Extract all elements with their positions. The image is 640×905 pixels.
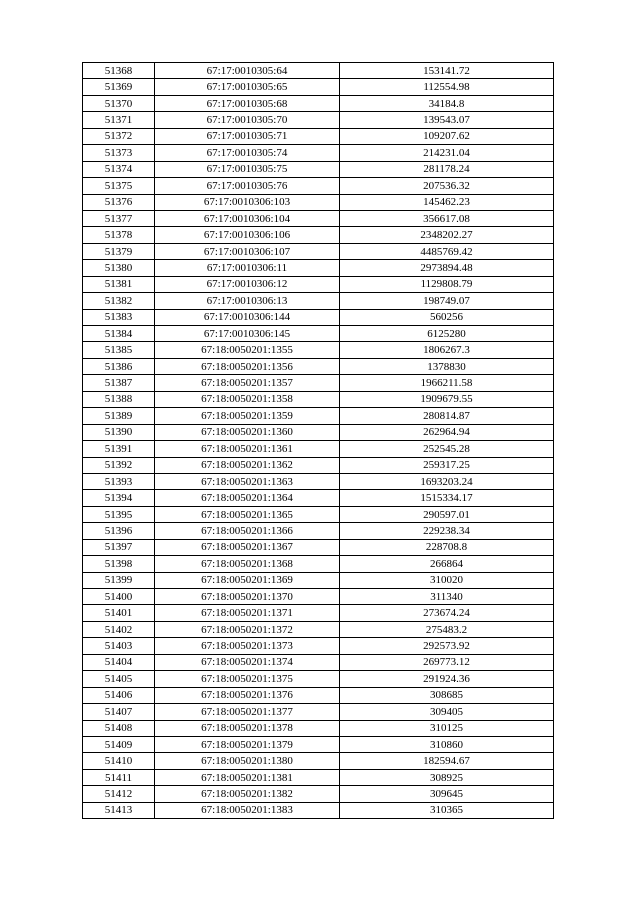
cadastral-number-cell: 67:18:0050201:1374: [155, 654, 340, 670]
row-number-cell: 51403: [83, 638, 155, 654]
table-row: [83, 358, 554, 374]
table-row: [83, 473, 554, 489]
cadastral-number-cell: 67:18:0050201:1377: [155, 704, 340, 720]
table-row: [83, 276, 554, 292]
table-row: [83, 769, 554, 785]
cadastral-value-cell: 259317.25: [340, 457, 554, 473]
cadastral-number-cell: 67:18:0050201:1378: [155, 720, 340, 736]
cadastral-number-cell: 67:17:0010306:144: [155, 309, 340, 325]
table-row: [83, 95, 554, 111]
row-number-cell: 51388: [83, 391, 155, 407]
table-row: [83, 621, 554, 637]
table-row: [83, 704, 554, 720]
cadastral-number-cell: 67:18:0050201:1361: [155, 441, 340, 457]
table-row: [83, 161, 554, 177]
cadastral-number-cell: 67:17:0010305:70: [155, 112, 340, 128]
cadastral-number-cell: 67:17:0010305:64: [155, 63, 340, 79]
row-number-cell: 51376: [83, 194, 155, 210]
cadastral-value-cell: 1806267.3: [340, 342, 554, 358]
cadastral-value-cell: 308685: [340, 687, 554, 703]
cadastral-value-cell: 280814.87: [340, 408, 554, 424]
cadastral-number-cell: 67:17:0010306:145: [155, 326, 340, 342]
cadastral-number-cell: 67:18:0050201:1380: [155, 753, 340, 769]
row-number-cell: 51411: [83, 769, 155, 785]
cadastral-value-cell: 2973894.48: [340, 260, 554, 276]
row-number-cell: 51396: [83, 523, 155, 539]
cadastral-number-cell: 67:18:0050201:1383: [155, 802, 340, 818]
cadastral-number-cell: 67:18:0050201:1376: [155, 687, 340, 703]
cadastral-value-cell: 275483.2: [340, 621, 554, 637]
cadastral-value-cell: 291924.36: [340, 671, 554, 687]
cadastral-number-cell: 67:18:0050201:1356: [155, 358, 340, 374]
cadastral-value-cell: 198749.07: [340, 293, 554, 309]
row-number-cell: 51383: [83, 309, 155, 325]
table-row: [83, 753, 554, 769]
table-row: [83, 408, 554, 424]
row-number-cell: 51384: [83, 326, 155, 342]
row-number-cell: 51387: [83, 375, 155, 391]
cadastral-number-cell: 67:17:0010306:103: [155, 194, 340, 210]
cadastral-value-cell: 273674.24: [340, 605, 554, 621]
cadastral-value-cell: 6125280: [340, 326, 554, 342]
cadastral-number-cell: 67:18:0050201:1371: [155, 605, 340, 621]
table-row: [83, 539, 554, 555]
table-row: [83, 556, 554, 572]
cadastral-number-cell: 67:18:0050201:1372: [155, 621, 340, 637]
cadastral-value-cell: 229238.34: [340, 523, 554, 539]
cadastral-value-cell: 356617.08: [340, 210, 554, 226]
table-row: [83, 457, 554, 473]
cadastral-number-cell: 67:18:0050201:1369: [155, 572, 340, 588]
row-number-cell: 51391: [83, 441, 155, 457]
row-number-cell: 51378: [83, 227, 155, 243]
row-number-cell: 51413: [83, 802, 155, 818]
row-number-cell: 51382: [83, 293, 155, 309]
row-number-cell: 51377: [83, 210, 155, 226]
cadastral-value-cell: 310365: [340, 802, 554, 818]
cadastral-value-cell: 310020: [340, 572, 554, 588]
cadastral-value-cell: 112554.98: [340, 79, 554, 95]
cadastral-number-cell: 67:18:0050201:1360: [155, 424, 340, 440]
table-row: [83, 490, 554, 506]
cadastral-value-cell: 34184.8: [340, 95, 554, 111]
cadastral-value-cell: 4485769.42: [340, 243, 554, 259]
row-number-cell: 51410: [83, 753, 155, 769]
cadastral-value-cell: 182594.67: [340, 753, 554, 769]
table-row: [83, 79, 554, 95]
cadastral-value-cell: 207536.32: [340, 178, 554, 194]
cadastral-value-cell: 308925: [340, 769, 554, 785]
table-row: [83, 63, 554, 79]
row-number-cell: 51392: [83, 457, 155, 473]
cadastral-value-cell: 310125: [340, 720, 554, 736]
table-row: [83, 342, 554, 358]
table-row: [83, 506, 554, 522]
cadastral-number-cell: 67:17:0010306:104: [155, 210, 340, 226]
table-row: [83, 736, 554, 752]
cadastral-number-cell: 67:17:0010306:106: [155, 227, 340, 243]
cadastral-number-cell: 67:17:0010305:74: [155, 145, 340, 161]
cadastral-number-cell: 67:18:0050201:1379: [155, 736, 340, 752]
table-row: [83, 786, 554, 802]
cadastral-value-cell: 292573.92: [340, 638, 554, 654]
cadastral-number-cell: 67:17:0010306:12: [155, 276, 340, 292]
cadastral-value-cell: 266864: [340, 556, 554, 572]
row-number-cell: 51393: [83, 473, 155, 489]
row-number-cell: 51394: [83, 490, 155, 506]
cadastral-value-cell: 1966211.58: [340, 375, 554, 391]
row-number-cell: 51389: [83, 408, 155, 424]
table-row: [83, 293, 554, 309]
row-number-cell: 51374: [83, 161, 155, 177]
table-row: [83, 128, 554, 144]
table-row: [83, 572, 554, 588]
table-row: [83, 802, 554, 818]
table-body: [83, 63, 554, 819]
cadastral-value-cell: 262964.94: [340, 424, 554, 440]
cadastral-value-cell: 309405: [340, 704, 554, 720]
document-page: [82, 62, 553, 819]
cadastral-number-cell: 67:18:0050201:1366: [155, 523, 340, 539]
row-number-cell: 51399: [83, 572, 155, 588]
cadastral-number-cell: 67:17:0010305:76: [155, 178, 340, 194]
table-row: [83, 687, 554, 703]
cadastral-number-cell: 67:18:0050201:1359: [155, 408, 340, 424]
table-row: [83, 391, 554, 407]
cadastral-value-cell: 1378830: [340, 358, 554, 374]
cadastral-value-cell: 1515334.17: [340, 490, 554, 506]
cadastral-number-cell: 67:17:0010305:68: [155, 95, 340, 111]
row-number-cell: 51385: [83, 342, 155, 358]
cadastral-number-cell: 67:17:0010306:13: [155, 293, 340, 309]
table-row: [83, 671, 554, 687]
table-row: [83, 260, 554, 276]
row-number-cell: 51405: [83, 671, 155, 687]
row-number-cell: 51379: [83, 243, 155, 259]
cadastral-value-cell: 1909679.55: [340, 391, 554, 407]
cadastral-number-cell: 67:18:0050201:1373: [155, 638, 340, 654]
cadastral-number-cell: 67:18:0050201:1365: [155, 506, 340, 522]
cadastral-value-cell: 310860: [340, 736, 554, 752]
cadastral-number-cell: 67:18:0050201:1363: [155, 473, 340, 489]
table-row: [83, 654, 554, 670]
table-row: [83, 309, 554, 325]
row-number-cell: 51371: [83, 112, 155, 128]
table-row: [83, 243, 554, 259]
row-number-cell: 51370: [83, 95, 155, 111]
cadastral-number-cell: 67:17:0010305:65: [155, 79, 340, 95]
table-row: [83, 605, 554, 621]
cadastral-number-cell: 67:18:0050201:1368: [155, 556, 340, 572]
cadastral-value-cell: 560256: [340, 309, 554, 325]
cadastral-number-cell: 67:18:0050201:1364: [155, 490, 340, 506]
cadastral-value-cell: 153141.72: [340, 63, 554, 79]
cadastral-number-cell: 67:17:0010306:11: [155, 260, 340, 276]
table-row: [83, 441, 554, 457]
cadastral-value-cell: 1693203.24: [340, 473, 554, 489]
row-number-cell: 51398: [83, 556, 155, 572]
row-number-cell: 51390: [83, 424, 155, 440]
cadastral-value-cell: 2348202.27: [340, 227, 554, 243]
row-number-cell: 51412: [83, 786, 155, 802]
row-number-cell: 51368: [83, 63, 155, 79]
row-number-cell: 51372: [83, 128, 155, 144]
table-row: [83, 112, 554, 128]
table-row: [83, 227, 554, 243]
table-row: [83, 210, 554, 226]
cadastral-value-cell: 309645: [340, 786, 554, 802]
cadastral-value-cell: 290597.01: [340, 506, 554, 522]
cadastral-value-table: [82, 62, 554, 819]
cadastral-number-cell: 67:18:0050201:1375: [155, 671, 340, 687]
table-row: [83, 194, 554, 210]
cadastral-number-cell: 67:18:0050201:1367: [155, 539, 340, 555]
row-number-cell: 51369: [83, 79, 155, 95]
row-number-cell: 51406: [83, 687, 155, 703]
row-number-cell: 51375: [83, 178, 155, 194]
row-number-cell: 51397: [83, 539, 155, 555]
cadastral-value-cell: 281178.24: [340, 161, 554, 177]
cadastral-value-cell: 145462.23: [340, 194, 554, 210]
row-number-cell: 51395: [83, 506, 155, 522]
cadastral-number-cell: 67:18:0050201:1358: [155, 391, 340, 407]
cadastral-number-cell: 67:17:0010306:107: [155, 243, 340, 259]
cadastral-value-cell: 139543.07: [340, 112, 554, 128]
row-number-cell: 51407: [83, 704, 155, 720]
row-number-cell: 51381: [83, 276, 155, 292]
cadastral-value-cell: 252545.28: [340, 441, 554, 457]
table-row: [83, 638, 554, 654]
cadastral-value-cell: 109207.62: [340, 128, 554, 144]
row-number-cell: 51408: [83, 720, 155, 736]
cadastral-number-cell: 67:18:0050201:1362: [155, 457, 340, 473]
row-number-cell: 51402: [83, 621, 155, 637]
cadastral-number-cell: 67:18:0050201:1382: [155, 786, 340, 802]
table-row: [83, 720, 554, 736]
table-row: [83, 375, 554, 391]
row-number-cell: 51380: [83, 260, 155, 276]
cadastral-value-cell: 228708.8: [340, 539, 554, 555]
table-row: [83, 589, 554, 605]
cadastral-value-cell: 214231.04: [340, 145, 554, 161]
cadastral-number-cell: 67:18:0050201:1370: [155, 589, 340, 605]
row-number-cell: 51401: [83, 605, 155, 621]
cadastral-value-cell: 311340: [340, 589, 554, 605]
cadastral-number-cell: 67:17:0010305:71: [155, 128, 340, 144]
table-row: [83, 523, 554, 539]
cadastral-number-cell: 67:18:0050201:1357: [155, 375, 340, 391]
table-row: [83, 424, 554, 440]
cadastral-number-cell: 67:17:0010305:75: [155, 161, 340, 177]
table-row: [83, 326, 554, 342]
cadastral-number-cell: 67:18:0050201:1381: [155, 769, 340, 785]
row-number-cell: 51373: [83, 145, 155, 161]
table-row: [83, 145, 554, 161]
cadastral-value-cell: 269773.12: [340, 654, 554, 670]
row-number-cell: 51400: [83, 589, 155, 605]
cadastral-value-cell: 1129808.79: [340, 276, 554, 292]
table-row: [83, 178, 554, 194]
cadastral-number-cell: 67:18:0050201:1355: [155, 342, 340, 358]
row-number-cell: 51409: [83, 736, 155, 752]
row-number-cell: 51404: [83, 654, 155, 670]
row-number-cell: 51386: [83, 358, 155, 374]
